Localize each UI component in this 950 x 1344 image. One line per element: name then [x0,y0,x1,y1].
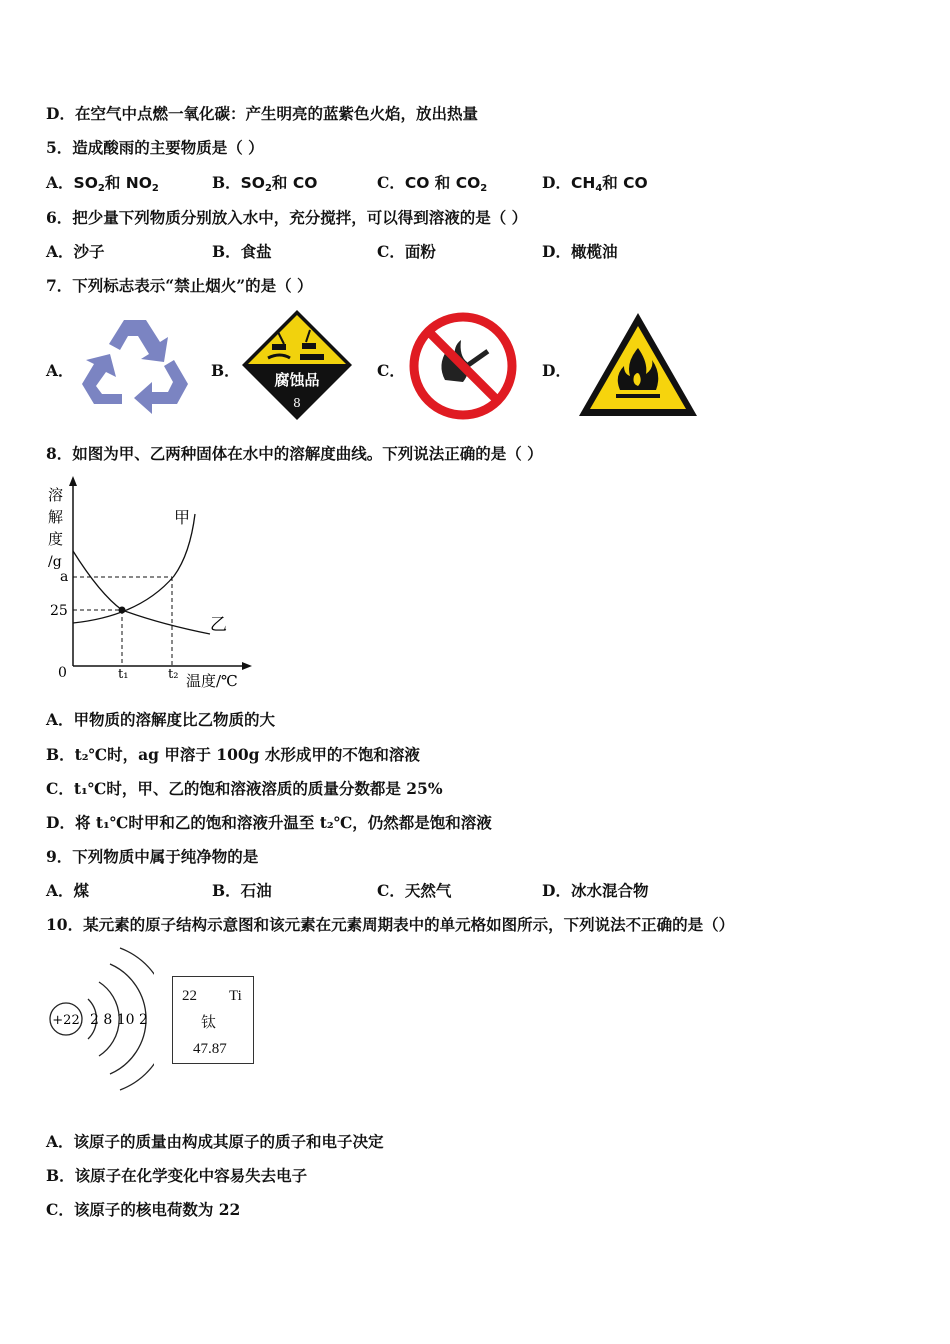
q10-option-c: C．该原子的核电荷数为 22 [46,1200,241,1219]
x-axis-arrow [242,662,252,670]
q7-stem: 7．下列标志表示“禁止烟火”的是（ ） [46,276,313,295]
xlabel: 温度/℃ [186,672,238,690]
q6-option-c: C．面粉 [377,242,436,261]
periodic-table-cell [172,976,254,1064]
element-name: 钛 [201,1015,217,1031]
no-fire-sign-icon [407,310,519,422]
intersection-point [119,607,126,614]
flammable-sign-icon [576,310,700,420]
corrosive-label: 腐蚀品 [274,371,320,389]
corrosive-sign-icon [240,308,354,422]
ylabel-1: 溶 [48,486,64,504]
q6-stem: 6．把少量下列物质分别放入水中，充分搅拌，可以得到溶液的是（ ） [46,208,528,227]
recycle-sign-icon [76,314,194,422]
atomic-structure-diagram [44,944,154,1094]
tick-origin: 0 [58,665,67,681]
q8-option-b: B．t₂℃时，ag 甲溶于 100g 水形成甲的不饱和溶液 [46,745,420,764]
tick-25: 25 [50,603,68,619]
y-axis-arrow [69,476,77,486]
q10-stem: 10．某元素的原子结构示意图和该元素在元素周期表中的单元格如图所示，下列说法不正确的是（） [46,915,735,934]
q7-option-c-label: C． [377,361,405,380]
q7-option-d-label: D． [542,361,571,380]
label-yi: 乙 [210,615,227,635]
q7-option-a-label: A． [46,361,74,380]
q8-option-d: D．将 t₁℃时甲和乙的饱和溶液升温至 t₂℃，仍然都是饱和溶液 [46,813,492,832]
q10-option-a: A．该原子的质量由构成其原子的质子和电子决定 [46,1132,384,1151]
q5-stem: 5．造成酸雨的主要物质是（ ） [46,138,264,157]
label-jia: 甲 [174,508,191,527]
q6-option-a: A．沙子 [46,242,105,261]
ylabel-3: 度 [48,530,64,548]
curve-jia [73,514,195,623]
tick-t2: t₂ [168,667,179,682]
q9-option-c: C．天然气 [377,881,452,900]
solubility-chart [40,476,260,694]
nucleus-charge: +22 [52,1013,80,1028]
q8-option-a: A．甲物质的溶解度比乙物质的大 [46,710,276,729]
q6-option-b: B．食盐 [212,242,272,261]
element-symbol: Ti [229,988,242,1004]
tick-t1: t₁ [118,667,129,682]
shell-electrons: 2 8 10 2 [90,1012,148,1028]
q7-option-b-label: B． [211,361,240,380]
q5-option-c: C．CO 和 $CO_2$ [377,173,488,194]
curve-yi [73,551,210,634]
q4-option-d: D．在空气中点燃一氧化碳：产生明亮的蓝紫色火焰，放出热量 [46,104,478,123]
atomic-number: 22 [182,988,197,1004]
q9-option-a: A．煤 [46,881,90,900]
ylabel-2: 解 [48,508,64,526]
q10-option-b: B．该原子在化学变化中容易失去电子 [46,1166,308,1185]
ylabel-4: /g [48,554,62,570]
atomic-mass: 47.87 [193,1041,227,1057]
q9-stem: 9．下列物质中属于纯净物的是 [46,847,259,866]
tick-a: a [60,569,69,585]
q5-option-d: D．$CH_4$和 CO [542,173,648,194]
q9-option-b: B．石油 [212,881,272,900]
q6-option-d: D．橄榄油 [542,242,618,261]
q9-option-d: D．冰水混合物 [542,881,649,900]
q8-stem: 8．如图为甲、乙两种固体在水中的溶解度曲线。下列说法正确的是（ ） [46,444,543,463]
q5-option-b: B．$SO_2$和 CO [212,173,318,194]
q8-option-c: C．t₁℃时，甲、乙的饱和溶液溶质的质量分数都是 25% [46,779,443,798]
corrosive-class: 8 [293,396,301,410]
q5-option-a: A．$SO_2$和 $NO_2$ [46,173,159,194]
